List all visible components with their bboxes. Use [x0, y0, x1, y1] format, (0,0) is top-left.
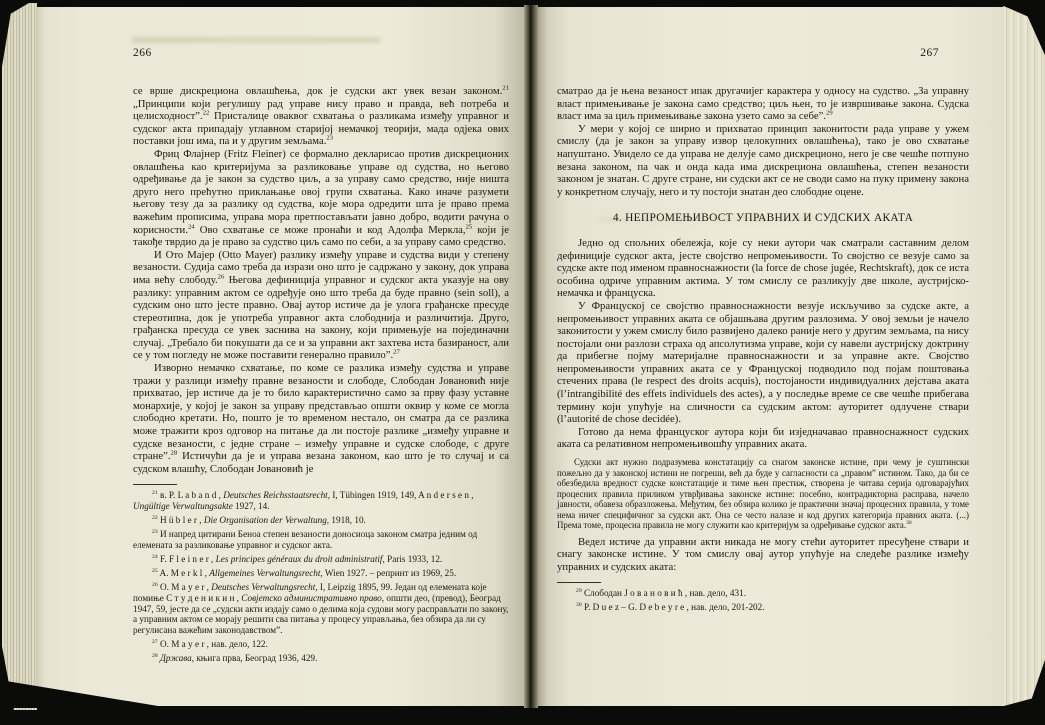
paragraph: сматрао да је њена везаност ипак другачијег карактера у односу на судство. „За управну власт примењивање је закона само средство; циљ њен, то је извршивање закона. Судска власт има за циљ примењивање закона узето само за себе”.$^{29}$	[557, 85, 969, 123]
left-footnotes	[133, 484, 509, 664]
right-page	[538, 7, 1004, 706]
page-number-left: 266	[133, 47, 152, 59]
paragraph: Фриц Флајнер (Fritz Fleiner) се формално декларисао против дискреционих овлашћења као критеријума за разликовање управе од судства, но његово одређивање да је закон за судство циљ, а за управу само средство, није ништа друго него прећутно приклањање овој групи схватања. Како иначе разумети његову тезу да за разлику од судства, које мора одредити шта је право према важећим прописима, управа мора претпостављати јавно добро, водити рачуна о корисности.$^{24}$ Ово схватање се може пронаћи и код Адолфа Меркла,$^{25}$ који је такође тврдио да је право за судство циљ само по себи, а за управу само средство.	[133, 147, 509, 249]
footnote: $^{29}$ Слободан Ј о в а н о в и ћ , нав. дело, 431.	[576, 588, 746, 599]
footnote: $^{30}$ P. D u e z – G. D e b e y r e , нав. дело, 201-202.	[576, 602, 765, 613]
paragraph: Једно од спољних обележја, које су неки аутори чак сматрали саставним делом дефиниције судског акта, јесте својство непромењивости. То својство се везује само за судске акте под именом правноснажности (la force de chose jugée, Rechtskraft), док се иста особина одриче управним актима. У том смислу се разликују две школе, аустријско-немачка и француска.	[557, 236, 969, 300]
footnote: $^{22}$ H ü b l e r , Die Organisation der Verwaltung, 1918, 10.	[152, 515, 366, 526]
bleed-through-mark	[131, 37, 381, 43]
right-page-content	[557, 47, 969, 616]
left-page	[36, 7, 524, 706]
paragraph: Ведел истиче да управни акти никада не могу стећи ауторитет пресуђене ствари и снагу законске истине. У том смислу овај аутор упућује на следеће разлике између управних и судских аката:	[557, 535, 969, 573]
footnote: $^{21}$ в. P. L a b a n d , Deutsches Reichsstaatsrecht, I, Tübingen 1919, 149, A n d e r s e n , Ungültige Verwaltungsakte 1927, 14.	[133, 490, 474, 512]
paragraph: У мери у којој се ширио и прихватао принцип законитости рада управе у ужем смислу (да је закон за управу извор целокупних овлашћења), тако је ово схватање напуштано. Увидело се да управа не делује само дискреционо, него је све чешће потпуно везана законом, па чак и онда када има дискрециона овлашћења, степен везаности законом је знатан. С друге стране, ни судски акт се не своди само на пуку примену закона у конкретном случају, него и ту постоји знатан део слободне оцене.	[557, 122, 969, 198]
left-page-content	[133, 47, 509, 667]
footnote: $^{27}$ O. M a y e r , нав. дело, 122.	[152, 639, 268, 650]
paragraph: Изворно немачко схватање, по коме се разлика између судства и управе тражи у разлици између правне везаности и слободе, Слободан Јовановић није прихватао, јер истиче да је то било карактеристично само за прву фазу уставне монархије, у којој је закон за управу представљао општи оквир у коме се могла слободно кретати. Но, пошто је то временом нестало, он сматра да се разлика може тражити кроз одговор на питање да ли постоје разлике „између управне и судске везаности, с једне стране – између управне и судске слободе, с друге стране”.$^{28}$ Истичући да је и управа везана законом, као што је то случај и са судском влашћу, Слободан Јовановић је	[133, 362, 509, 475]
right-body-text	[557, 85, 969, 573]
footnote: $^{26}$ O. M a y e r , Deutsches Verwaltungsrecht, I, Leipzig 1895, 99. Један од елемената које помиње С т у д е н и к и н , Совјетско административно право, општи део, (превод), Београд 1947, 59, јесте да се „судски акти издају само о делима која судови могу расправљати по закону, а управним актом се морају решити сва питања у процесу управљања, без обзира да ли су регулисана важећим законодавством”.	[133, 581, 509, 636]
paragraph: И Ото Мајер (Otto Mayer) разлику између управе и судства види у степену везаности. Судија само треба да изрази оно што је садржано у закону, док управа има већу слободу.$^{26}$ Његова дефиниција управног и судског акта указује на ову разлику: управним актом се одређује оно што треба да буде правно (sein soll), а судским оно што јесте правно. Овај аутор истиче да је улога грађанске пресуде стереотипна, док је употреба управног акта слободнија и различитија. Друго, грађанска пресуда се увек заснива на закону, који примењује на појединачни случај. „Требало би покушати да се и за управни акт захтева иста базираност, али се у том погледу не може поставити генерално правило”.$^{27}$	[133, 248, 509, 362]
paragraph: Готово да нема француског аутора који би изједначавао правноснажност судских аката са релативном непромењивошћу управних аката.	[557, 425, 969, 451]
footnote-rule	[557, 582, 601, 583]
paragraph: се врше дискрециона овлашћења, док је судски акт увек везан законом.$^{21}$ „Принципи који регулишу рад управе нису право и правда, већ потреба и целисходност”.$^{22}$ Присталице оваквог схватања о разликама између управног и судског акта припадају углавном старијој немачкој теорији, мада одјека ових поставки још има, па и у другим земљама.$^{23}$	[133, 84, 509, 148]
book-gutter	[524, 5, 538, 708]
right-page-fore-edge	[1003, 6, 1045, 709]
footnote-rule	[133, 484, 177, 485]
left-page-fore-edge	[2, 3, 37, 710]
footnote: $^{23}$ И напред цитирани Беноа степен везаности доносиоца законом сматра једним од елемената за разликовање управног и судског акта.	[133, 529, 478, 551]
footnote: $^{28}$ Држава, књига прва, Београд 1936, 429.	[152, 653, 318, 664]
paragraph: У Француској се својство правноснажности везује искључиво за судске акте, а непромењивост управних аката се објашњава другим разлозима. У овој земљи је начело законитости у ужем смислу било развијено далеко раније него у другим земљама, па нису постојали они разлози страха од апсолутизма управе, који су навели аустријску доктрину да прибегне појму материјалне правноснажности и за управне акте. Својство непромењивости управних аката се у Француској подводило под појам поштовања стечених права (le respect des droits acquis), постојаности индивидуалних дејстава аката (l’intrangibilité des effets individuels des actes), а у последње време се све чешће прибегава термину који упућује на сличности са судским актом: ауторитет одлучене ствари (l’autorité de chose decidée).	[557, 299, 969, 426]
left-body-text	[133, 85, 509, 475]
paragraph: Судски акт нужно подразумева констатацију са снагом законске истине, при чему је суштински пожељно да у законској истини не погреши, већ да буде у сагласности са „правом” истином. Тако, да би се обезбедила вредност судске констатације и тиме њен престиж, створена је читава серија одговарајућих процесних правила приликом утврђивања законске истине: посебно, контрадикторна расправа, начело јавности, обавеза образложења. Међутим, без обзира колико је практични значај процесних правила, у томе нема ничег специфичног за судски акт. Она се често налазе и код других категорија правних аката. (...) Према томе, процесна правила не могу служити као критеријум за одређивање судског акта.$^{30}$	[557, 457, 969, 531]
footnote: $^{24}$ F. F l e i n e r , Les principes généraux du droit administratif, Paris 1933, 12.	[152, 553, 443, 564]
footnote: $^{25}$ A. M e r k l , Allgemeines Verwaltungsrecht, Wien 1927. – репринт из 1969, 25.	[152, 567, 457, 578]
section-heading: 4. НЕПРОМЕЊИВОСТ УПРАВНИХ И СУДСКИХ АКАТА	[612, 212, 914, 225]
page-number-right: 267	[920, 47, 939, 59]
right-footnotes	[557, 582, 969, 613]
